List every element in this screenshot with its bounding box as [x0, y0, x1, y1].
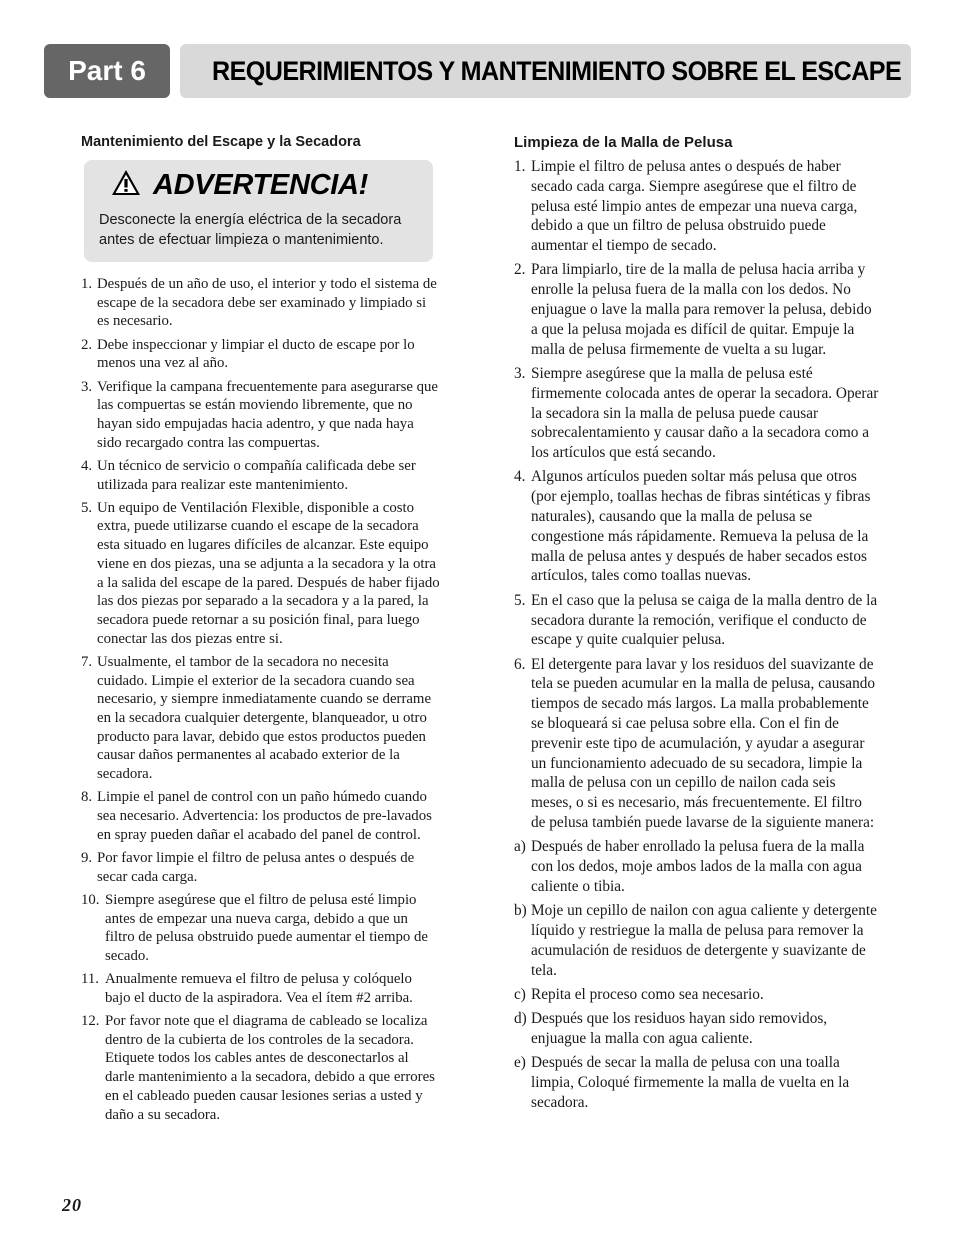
item-number: 5. — [514, 591, 526, 609]
list-item — [81, 275, 441, 331]
list-item — [81, 891, 441, 966]
item-number: 11. — [81, 971, 99, 988]
item-number: 5. — [81, 499, 93, 516]
item-text: Un equipo de Ventilación Flexible, disponible a costo extra, puede utilizarse cuando el escape de la secadora esta situado en lugares difíciles de alcanzar. Este equipo viene en dos piezas, una se adjunta a la secadora y la otra a la salida del escape de la pared. Después de haber fijado las dos piezas por separado a la secadora y a la pared, la secadora puede retornar a su posición final, para luego conectar las dos piezas entre si. — [97, 499, 440, 647]
warning-header — [84, 170, 433, 200]
warning-box — [84, 160, 433, 262]
page-title-bar — [180, 44, 911, 98]
list-item — [514, 655, 880, 833]
part-label: Part 6 — [44, 44, 170, 98]
item-number: 1. — [81, 276, 93, 292]
section-heading-lint-screen: Limpieza de la Malla de Pelusa — [514, 134, 733, 151]
item-text: Limpie el filtro de pelusa antes o después de haber secado cada carga. Siempre asegúrese que el filtro de pelusa esté limpio antes de empezar una nueva carga, debido a que un filtro de pelusa obstruido puede aumentar el tiempo de secado. — [531, 158, 858, 255]
item-number: c) — [514, 985, 526, 1003]
item-text: Usualmente, el tambor de la secadora no necesita cuidado. Limpie el exterior de la secadora cuando sea necesario, y siempre inmediatamente cuando se derrame en la secadora cualquier detergente, blanqueador, u otro producto para lavar, debido que estos productos pueden causar daños permanentes al acabado exterior de la secadora. — [97, 653, 432, 783]
list-item — [514, 157, 880, 256]
list-item — [81, 788, 441, 844]
item-text: Siempre asegúrese que la malla de pelusa esté firmemente colocada antes de operar la secadora. Operar la secadora sin la malla de pelusa puede causar sobrecalentamiento y causar daño a la secadora como a los artículos que está secando. — [531, 364, 879, 462]
list-item — [514, 1053, 880, 1112]
left-column — [81, 132, 441, 1129]
item-text: Limpie el panel de control con un paño húmedo cuando sea necesario. Advertencia: los productos de pre-lavados en spray pueden dañar el acabado del panel de control. — [97, 789, 432, 843]
item-text: Siempre asegúrese que el filtro de pelusa esté limpio antes de empezar una nueva carga, debido a que un filtro de pelusa obstruido puede aumentar el tiempo de secado. — [105, 891, 428, 964]
list-item — [81, 336, 441, 373]
item-number: 9. — [81, 849, 93, 866]
list-item — [514, 260, 880, 359]
item-text: Por favor limpie el filtro de pelusa antes o después de secar cada carga. — [97, 849, 415, 885]
item-number: 3. — [81, 378, 93, 395]
item-text: Anualmente remueva el filtro de pelusa y colóquelo bajo el ducto de la aspiradora. Vea el ítem #2 arriba. — [105, 971, 413, 1006]
item-number: 2. — [81, 336, 93, 353]
warning-text: Desconecte la energía eléctrica de la secadora antes de efectuar limpieza o mantenimiento. — [99, 212, 402, 248]
list-item — [514, 467, 880, 586]
item-number: a) — [514, 838, 526, 856]
item-number: 4. — [81, 457, 93, 474]
list-item — [514, 901, 880, 980]
list-item — [81, 653, 441, 784]
item-number: 6. — [514, 655, 526, 673]
list-item — [514, 1009, 880, 1049]
item-number: 1. — [514, 158, 526, 175]
list-item — [514, 591, 880, 650]
maintenance-list — [81, 275, 441, 1124]
item-text: En el caso que la pelusa se caiga de la malla dentro de la secadora durante la remoción, verifique el conducto de escape y quite cualquier pelusa. — [531, 591, 878, 649]
list-item — [81, 849, 441, 886]
item-number: 2. — [514, 261, 526, 279]
list-item — [81, 970, 441, 1007]
item-text: Después de un año de uso, el interior y todo el sistema de escape de la secadora debe ser examinado y limpiado si es necesario. — [97, 276, 437, 330]
list-item — [514, 364, 880, 463]
right-column — [514, 132, 880, 1117]
item-number: 8. — [81, 789, 93, 806]
item-number: 4. — [514, 468, 526, 486]
item-text: Moje un cepillo de nailon con agua caliente y detergente líquido y restriegue la malla de pelusa para remover la acumulación de residuos de detergente y suavizante de tela. — [531, 902, 877, 979]
list-item — [514, 985, 880, 1005]
warning-triangle-icon — [111, 169, 141, 201]
list-item — [81, 1012, 441, 1124]
list-item — [514, 837, 880, 896]
item-text: Debe inspeccionar y limpiar el ducto de escape por lo menos una vez al año. — [97, 336, 415, 372]
item-number: 12. — [81, 1013, 100, 1030]
item-text: Algunos artículos pueden soltar más pelusa que otros (por ejemplo, toallas hechas de fibras sintéticas y fibras naturales), causando que la malla de pelusa se congestione más rápidamente. Remueva la pelusa de la malla de pelusa antes y después de haber secados estos artículos, tales como toallas nuevas. — [531, 468, 871, 585]
item-text: Después de secar la malla de pelusa con una toalla limpia, Coloqué firmemente la malla de vuelta en la secadora. — [531, 1054, 850, 1111]
item-text: Después de haber enrollado la pelusa fuera de la malla con los dedos, moje ambos lados de la malla con agua caliente o tibia. — [531, 838, 865, 895]
item-text: Un técnico de servicio o compañía calificada debe ser utilizada para realizar este mantenimiento. — [97, 457, 416, 493]
item-text: Por favor note que el diagrama de cableado se localiza dentro de la cubierta de los controles de la secadora. Etiquete todos los cables antes de desconectarlos al darle mantenimiento a la secadora, debido a que errores en el cableado pueden causar lesiones serias a usted y daño a su secadora. — [105, 1013, 435, 1123]
item-text: Repita el proceso como sea necesario. — [531, 985, 764, 1003]
list-item — [81, 499, 441, 649]
warning-title: ADVERTENCIA! — [153, 168, 368, 201]
item-text: Verifique la campana frecuentemente para asegurarse que las compuertas se están moviendo libremente, que no hayan sido empujadas hacia adentro, y que nada haya sido recargado contra las compuertas. — [97, 378, 438, 451]
item-text: Después que los residuos hayan sido removidos, enjuague la malla con agua caliente. — [531, 1010, 828, 1047]
item-number: 10. — [81, 891, 100, 908]
item-text: Para limpiarlo, tire de la malla de pelusa hacia arriba y enrolle la pelusa fuera de la malla con los dedos. No enjuague o lave la malla para remover la pelusa, debido a que la pelusa mojada es difícil de quitar. Empuje la malla de pelusa firmemente de vuelta a su lugar. — [531, 261, 872, 358]
item-text: El detergente para lavar y los residuos del suavizante de tela se pueden acumular en la malla de pelusa, causando tiempos de secado más largos. La malla probablemente se bloqueará si cae pelusa sobre ella. Con el fin de prevenir este tipo de acumulación, y ayudar a asegurar un funcionamiento adecuado de su secadora, limpie la malla de pelusa con un cepillo de nailon cada seis meses, o si es necesario, más frecuentemente. El filtro de pelusa también puede lavarse de la siguiente manera: — [531, 655, 876, 831]
item-number: e) — [514, 1054, 526, 1072]
list-item — [81, 457, 441, 494]
item-number: d) — [514, 1010, 527, 1028]
lint-screen-list — [514, 157, 880, 1113]
item-number: b) — [514, 902, 527, 920]
page-title: REQUERIMIENTOS Y MANTENIMIENTO SOBRE EL ESCAPE — [212, 56, 902, 86]
section-heading-maintenance: Mantenimiento del Escape y la Secadora — [81, 134, 361, 150]
item-number: 7. — [81, 653, 93, 670]
list-item — [81, 378, 441, 453]
item-number: 3. — [514, 364, 526, 382]
page-number: 20 — [62, 1195, 82, 1215]
